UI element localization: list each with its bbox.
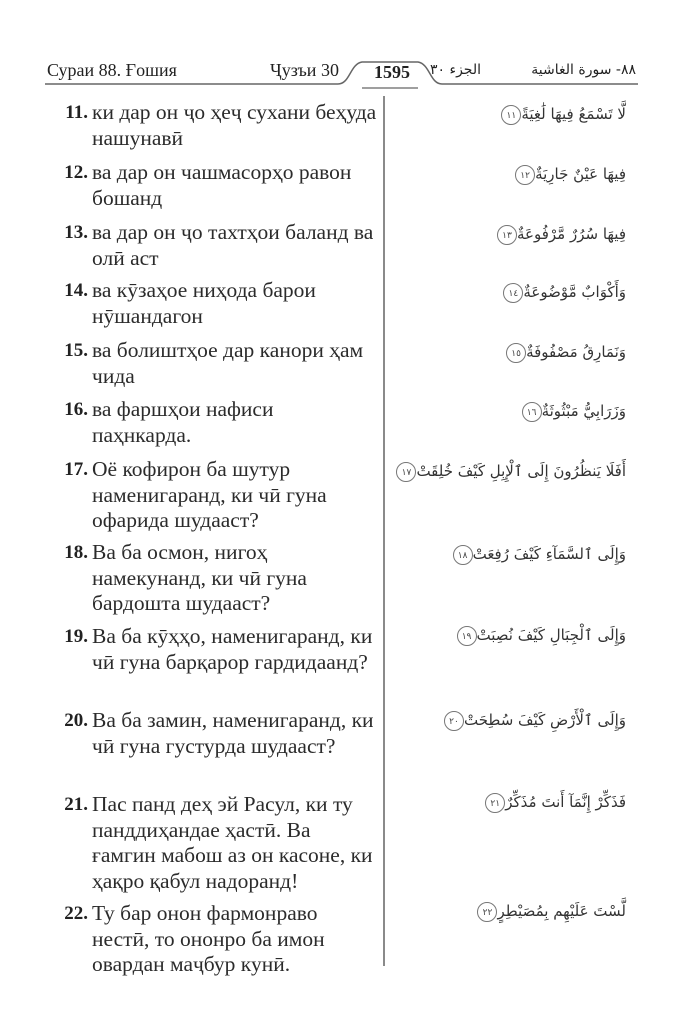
arabic-text: وَإِلَى ٱلسَّمَآءِ كَيْفَ رُفِعَتْ	[472, 545, 626, 563]
verse-text: Пас панд деҳ эй Расул, ки ту панддиҳандае ҳастӣ. Ва ғамгин мабош аз он касоне, ки ҳақро қабул надоранд!	[92, 792, 373, 893]
page-number: 1595	[374, 62, 410, 82]
verse-number: 20.	[64, 710, 88, 731]
verse-text: ва кӯзаҳое ниҳода барои нӯшандагон	[92, 278, 316, 328]
verse-arabic	[450, 543, 626, 565]
verse-number: 17.	[64, 459, 88, 480]
verse-arabic	[494, 223, 626, 245]
ayah-number-icon: ٢٢	[477, 902, 497, 922]
verse-arabic	[519, 400, 626, 422]
verse-arabic	[500, 281, 626, 303]
verse-text: Ва ба осмон, нигоҳ намекунанд, ки чӣ гуна бардошта шудааст?	[92, 540, 307, 615]
column-divider	[383, 96, 385, 966]
juz-arabic: الجزء ٣٠	[430, 62, 481, 78]
verse-text: ки дар он ҷо ҳеҷ сухани беҳуда нашунавӣ	[92, 100, 377, 150]
ayah-number-icon: ١٦	[522, 402, 542, 422]
verse-text: ва дар он чашмасорҳо равон бошанд	[92, 160, 352, 210]
ayah-number-icon: ٢١	[485, 793, 505, 813]
ayah-number-icon: ١٩	[457, 626, 477, 646]
arabic-text: وَإِلَى ٱلْجِبَالِ كَيْفَ نُصِبَتْ	[476, 626, 626, 644]
verse-number: 16.	[64, 399, 88, 420]
juz-label: Ҷузъи 30	[270, 60, 339, 80]
ayah-number-icon: ١٥	[506, 343, 526, 363]
verse-text: Ва ба кӯҳҳо, наменигаранд, ки чӣ гуна барқарор гардидаанд?	[92, 624, 373, 674]
arabic-text: لَّا تَسْمَعُ فِيهَا لَٰغِيَةً	[521, 105, 626, 123]
arabic-text: فَذَكِّرْ إِنَّمَآ أَنتَ مُذَكِّرٌ	[505, 793, 626, 811]
verse-number: 14.	[64, 280, 88, 301]
verse-number: 12.	[64, 162, 88, 183]
verse-number: 18.	[64, 542, 88, 563]
verse-arabic	[482, 791, 626, 813]
verse-text: Ту бар онон фармонраво нестӣ, то ононро ба имон овардан маҷбур кунӣ.	[92, 901, 325, 976]
verse-text: ва фаршҳои нафиси паҳнкарда.	[92, 397, 274, 447]
verse-arabic	[503, 341, 626, 363]
ayah-number-icon: ١٧	[396, 462, 416, 482]
verse-number: 21.	[64, 794, 88, 815]
ayah-number-icon: ١٨	[453, 545, 473, 565]
arabic-text: وَنَمَارِقُ مَصْفُوفَةٌ	[526, 343, 626, 361]
arabic-text: أَفَلَا يَنظُرُونَ إِلَى ٱلْإِبِلِ كَيْفَ خُلِقَتْ	[416, 462, 626, 480]
ayah-number-icon: ١٤	[503, 283, 523, 303]
ayah-number-icon: ٢٠	[444, 711, 464, 731]
arabic-text: وَأَكْوَابٌ مَّوْضُوعَةٌ	[523, 283, 626, 301]
arabic-text: وَإِلَى ٱلْأَرْضِ كَيْفَ سُطِحَتْ	[464, 711, 626, 729]
arabic-text: وَزَرَابِيُّ مَبْثُوثَةٌ	[541, 402, 626, 420]
verse-text: Ва ба замин, наменигаранд, ки чӣ гуна густурда шудааст?	[92, 708, 374, 758]
verse-number: 13.	[64, 222, 88, 243]
verse-number: 11.	[65, 102, 88, 123]
arabic-text: لَّسْتَ عَلَيْهِم بِمُصَيْطِرٍ	[497, 902, 626, 920]
header-rule	[0, 0, 682, 100]
verse-text: ва дар он ҷо тахтҳои баланд ва олӣ аст	[92, 220, 374, 270]
verse-number: 19.	[64, 626, 88, 647]
verse-number: 22.	[64, 903, 88, 924]
verse-number: 15.	[64, 340, 88, 361]
verse-arabic	[498, 103, 626, 125]
verse-arabic	[441, 709, 626, 731]
verse-arabic	[512, 163, 626, 185]
arabic-text: فِيهَا سُرُرٌ مَّرْفُوعَةٌ	[516, 225, 626, 243]
ayah-number-icon: ١٣	[497, 225, 517, 245]
ayah-number-icon: ١١	[501, 105, 521, 125]
ayah-number-icon: ١٢	[515, 165, 535, 185]
verse-text: ва болиштҳое дар канори ҳам чида	[92, 338, 364, 388]
page-header	[0, 0, 682, 100]
verse-arabic	[393, 460, 626, 482]
verse-arabic	[474, 900, 626, 922]
verse-arabic	[454, 624, 626, 646]
sura-title: Сураи 88. Ғошия	[47, 60, 177, 80]
verse-text: Оё кофирон ба шутур наменигаранд, ки чӣ гуна офарида шудааст?	[92, 457, 327, 532]
sura-arabic: ٨٨- سورة الغاشية	[531, 62, 636, 78]
arabic-text: فِيهَا عَيْنٌ جَارِيَةٌ	[535, 165, 626, 183]
